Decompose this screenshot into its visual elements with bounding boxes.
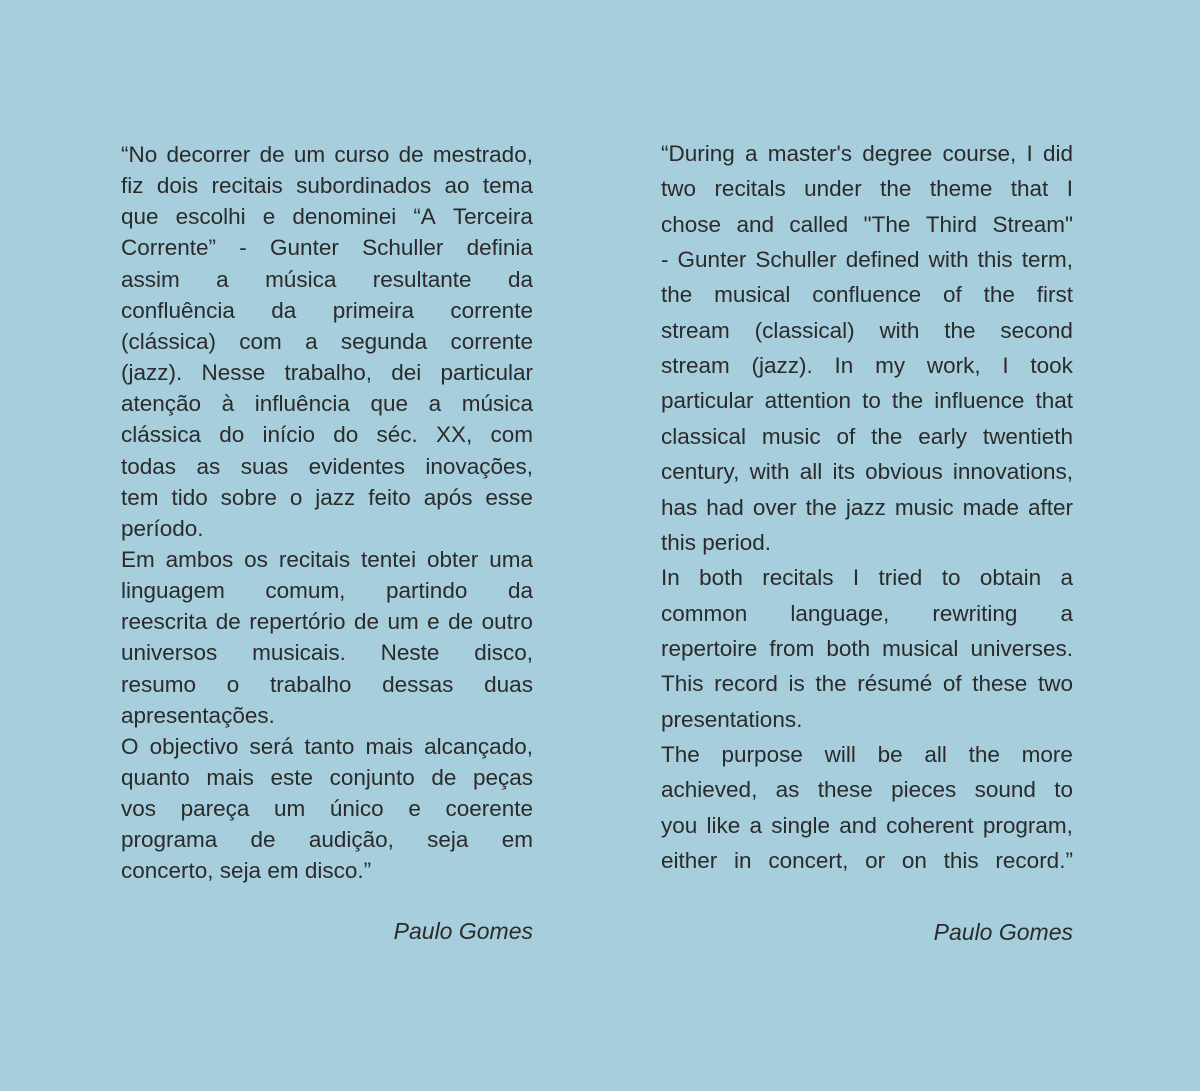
- text-line: Em ambos os recitais tentei obter uma: [121, 546, 533, 572]
- text-line: this period.: [661, 529, 772, 555]
- text-line: todas as suas evidentes inovações,: [121, 453, 533, 479]
- text-line: the musical confluence of the first: [661, 282, 1073, 308]
- text-line: has had over the jazz music made after: [661, 494, 1073, 520]
- text-line: assim a música resultante da: [121, 266, 533, 292]
- text-line: you like a single and coherent program,: [661, 812, 1073, 838]
- text-line: (clássica) com a segunda corrente: [121, 328, 533, 354]
- text-line: apresentações.: [121, 702, 275, 728]
- text-line: reescrita de repertório de um e de outro: [121, 609, 533, 635]
- text-line: In both recitals I tried to obtain a: [661, 565, 1073, 591]
- text-line: This record is the résumé of these two: [661, 671, 1073, 697]
- text-line: - Gunter Schuller defined with this term,: [661, 247, 1073, 273]
- text-line: período.: [121, 515, 204, 541]
- text-line: two recitals under the theme that I: [661, 176, 1073, 202]
- text-line: clássica do início do séc. XX, com: [121, 422, 533, 448]
- text-line: fiz dois recitais subordinados ao tema: [121, 173, 533, 199]
- text-line: resumo o trabalho dessas duas: [121, 671, 533, 697]
- text-line: universos musicais. Neste disco,: [121, 640, 533, 666]
- portuguese-signature: Paulo Gomes: [393, 918, 533, 944]
- text-line: “No decorrer de um curso de mestrado,: [121, 142, 533, 167]
- text-line: O objectivo será tanto mais alcançado,: [121, 733, 533, 759]
- text-line: atenção à influência que a música: [121, 391, 533, 417]
- text-line: concerto, seja em disco.”: [121, 858, 372, 884]
- text-line: “During a master's degree course, I did: [661, 141, 1073, 166]
- text-line: chose and called "The Third Stream": [661, 211, 1073, 237]
- text-line: que escolhi e denominei “A Terceira: [121, 204, 533, 230]
- text-line: programa de audição, seja em: [121, 827, 533, 853]
- text-line: confluência da primeira corrente: [121, 297, 533, 323]
- text-line: The purpose will be all the more: [661, 741, 1073, 767]
- text-line: repertoire from both musical universes.: [661, 635, 1073, 661]
- text-line: vos pareça um único e coerente: [121, 796, 533, 822]
- text-line: common language, rewriting a: [661, 600, 1073, 626]
- text-line: presentations.: [661, 706, 803, 732]
- text-line: (jazz). Nesse trabalho, dei particular: [121, 360, 533, 386]
- text-line: either in concert, or on this record.”: [661, 848, 1073, 873]
- text-line: classical music of the early twentieth: [661, 423, 1073, 449]
- english-signature: Paulo Gomes: [933, 919, 1073, 945]
- text-line: Corrente” - Gunter Schuller definia: [121, 235, 533, 261]
- text-line: stream (classical) with the second: [661, 317, 1073, 343]
- text-line: quanto mais este conjunto de peças: [121, 765, 533, 790]
- text-line: linguagem comum, partindo da: [121, 578, 533, 604]
- text-line: century, with all its obvious innovations,: [661, 459, 1073, 485]
- text-line: stream (jazz). In my work, I took: [661, 353, 1073, 379]
- text-line: achieved, as these pieces sound to: [661, 777, 1073, 803]
- text-line: particular attention to the influence that: [661, 388, 1073, 414]
- text-line: tem tido sobre o jazz feito após esse: [121, 484, 533, 510]
